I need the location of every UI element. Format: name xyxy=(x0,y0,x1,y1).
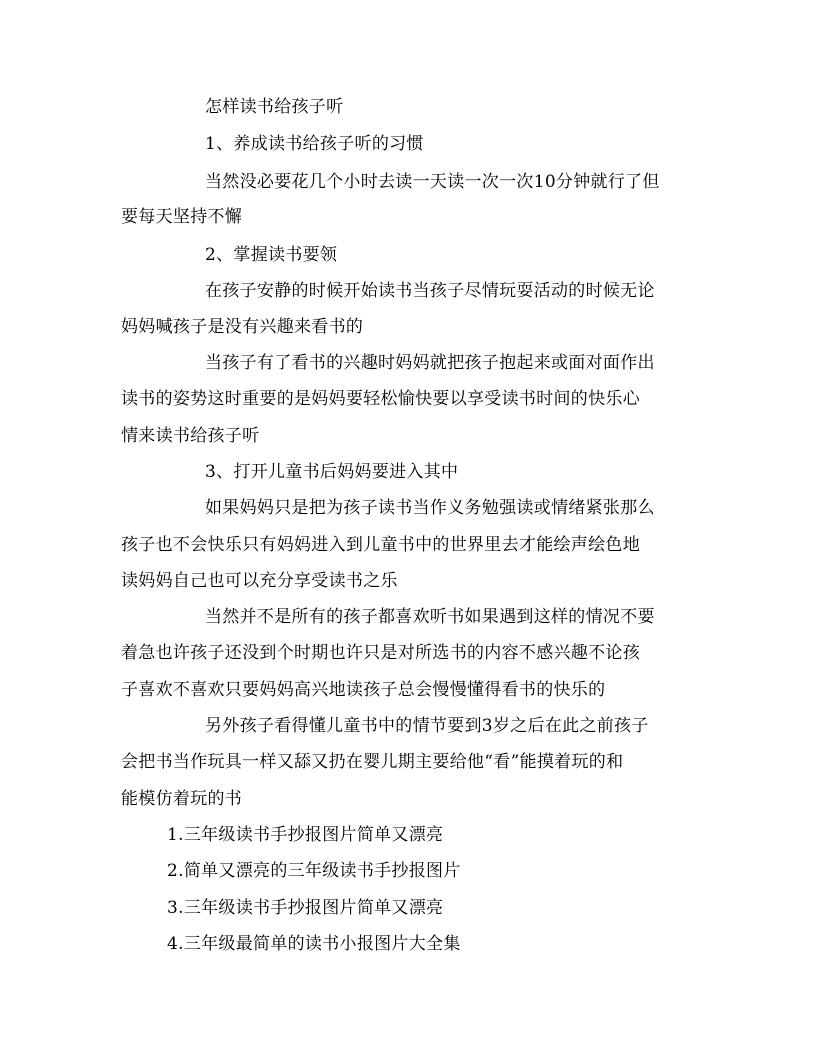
paragraph-6-line-1: 另外孩子看得懂儿童书中的情节要到3岁之后在此之前孩子 xyxy=(205,716,649,736)
paragraph-5-line-2: 着急也许孩子还没到个时期也许只是对所选书的内容不感兴趣不论孩 xyxy=(121,643,640,663)
section-heading-3: 3、打开儿童书后妈妈要进入其中 xyxy=(205,462,459,482)
paragraph-1-line-1: 当然没必要花几个小时去读一天读一次一次10分钟就行了但 xyxy=(205,172,660,192)
paragraph-5-line-1: 当然并不是所有的孩子都喜欢听书如果遇到这样的情况不要 xyxy=(205,607,655,627)
document-title: 怎样读书给孩子听 xyxy=(205,97,344,117)
section-heading-1: 1、养成读书给孩子听的习惯 xyxy=(205,134,424,154)
paragraph-3-line-1: 当孩子有了看书的兴趣时妈妈就把孩子抱起来或面对面作出 xyxy=(205,353,655,373)
paragraph-4-line-3: 读妈妈自己也可以充分享受读书之乐 xyxy=(121,571,398,591)
paragraph-6-line-2: 会把书当作玩具一样又舔又扔在婴儿期主要给他“看”能摸着玩的和 xyxy=(121,752,624,772)
paragraph-6-line-3: 能模仿着玩的书 xyxy=(121,789,243,809)
related-link-3[interactable]: 3.三年级读书手抄报图片简单又漂亮 xyxy=(167,898,444,918)
paragraph-1-line-2: 要每天坚持不懈 xyxy=(121,207,243,227)
paragraph-5-line-3: 子喜欢不喜欢只要妈妈高兴地读孩子总会慢慢懂得看书的快乐的 xyxy=(121,680,606,700)
related-link-1[interactable]: 1.三年级读书手抄报图片简单又漂亮 xyxy=(167,825,444,845)
related-link-4[interactable]: 4.三年级最简单的读书小报图片大全集 xyxy=(167,934,461,954)
paragraph-3-line-2: 读书的姿势这时重要的是妈妈要轻松愉快要以享受读书时间的快乐心 xyxy=(121,389,640,409)
paragraph-2-line-2: 妈妈喊孩子是没有兴趣来看书的 xyxy=(121,317,364,337)
related-link-2[interactable]: 2.简单又漂亮的三年级读书手抄报图片 xyxy=(167,861,461,881)
paragraph-4-line-1: 如果妈妈只是把为孩子读书当作义务勉强读或情绪紧张那么 xyxy=(205,498,655,518)
section-heading-2: 2、掌握读书要领 xyxy=(205,245,338,265)
paragraph-4-line-2: 孩子也不会快乐只有妈妈进入到儿童书中的世界里去才能绘声绘色地 xyxy=(121,535,640,555)
paragraph-3-line-3: 情来读书给孩子听 xyxy=(121,426,260,446)
paragraph-2-line-1: 在孩子安静的时候开始读书当孩子尽情玩耍活动的时候无论 xyxy=(205,281,655,301)
